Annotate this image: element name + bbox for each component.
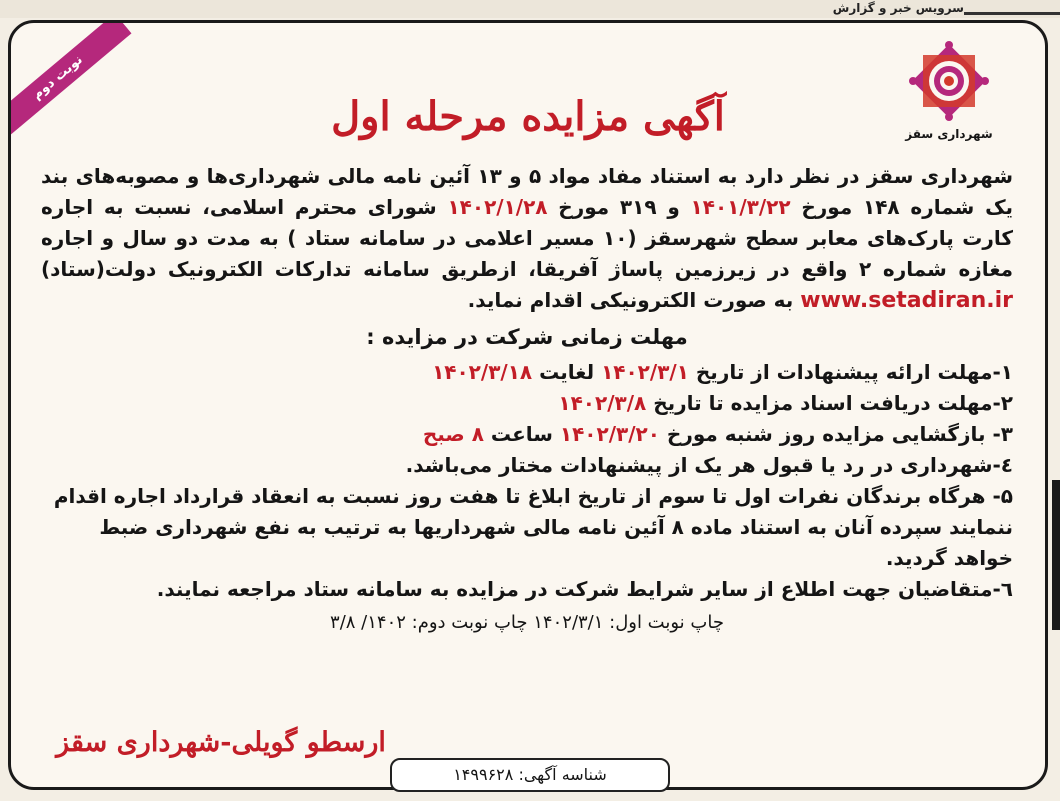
intro-text-2: و ۳۱۹ مورخ [558,195,680,219]
item-3-mid-text: ساعت [490,422,553,446]
deadline-item-5: ۵- هرگاه برندگان نفرات اول تا سوم از تاریخ ابلاغ تا هفت روز نسبت به انعقاد قرارداد اجاره اقدام ننمایند سپرده آنان به استناد ماده ۸ آئین نامه مالی شهرداریها به ترتیب به نفع شهرداری ضبط خواهد گردید. [53,484,1013,570]
website-link[interactable]: www.setadiran.ir [800,288,1013,313]
intro-text-1: شهرداری سقز در نظر دارد به استناد مفاد مواد ۵ و ۱۳ آئین نامه مالی شهرداری‌ها و مصوبه‌های بند یک شماره ۱۴۸ مورخ [41,164,1014,219]
notice-body [41,161,1013,638]
item-1-mid-text: لغایت [539,360,595,384]
intro-text-4: به صورت الکترونیکی اقدام نماید. [467,288,794,312]
resolution-date-2: ۱۴۰۲/۱/۲۸ [447,195,548,219]
item-3-text: ۳- بازگشایی مزایده روز شنبه مورخ [666,422,1013,446]
deadline-item-1 [41,357,1013,388]
item-2-text: ۲-مهلت دریافت اسناد مزایده تا تاریخ [653,391,1013,415]
deadline-item-2 [41,388,1013,419]
round-badge: نوبت دوم [8,20,131,143]
source-label: سرویس خبر و گزارش [832,1,964,15]
ad-id-box: شناسه آگهی: ۱۴۹۹۶۲۸ [390,758,670,792]
top-strip [0,0,1060,18]
print-dates: چاپ نوبت اول: ۱۴۰۲/۳/۱ چاپ نوبت دوم: ۱۴۰۲/ ۳/۸ [330,612,724,633]
deadlines-heading: مهلت زمانی شرکت در مزایده : [366,325,688,349]
top-rule [964,12,1060,15]
item-3-date: ۱۴۰۲/۳/۲۰ [559,422,660,446]
deadline-item-3 [41,419,1013,450]
item-1-text: ۱-مهلت ارائه پیشنهادات از تاریخ [695,360,1013,384]
page-edge [1052,480,1060,630]
item-1-start-date: ۱۴۰۲/۳/۱ [601,360,689,384]
intro-text-3: شورای محترم اسلامی، نسبت به اجاره کارت پارک‌های معابر سطح شهرسقز (۱۰ مسیر اعلامی در سامانه ستاد ) به مدت دو سال و اجاره مغازه شماره ۲ واقع در زیرزمین پاساژ آفریقا، ازطریق سامانه تدارکات الکترونیک دولت(ستاد) [41,195,1013,281]
item-1-end-date: ۱۴۰۲/۳/۱۸ [432,360,533,384]
signature: ارسطو گویلی-شهرداری سقز [56,727,386,758]
logo-caption: شهرداری سقز [905,127,993,141]
notice-frame [8,20,1048,790]
item-2-date: ۱۴۰۲/۳/۸ [558,391,647,415]
intro-paragraph [41,161,1013,316]
item-3-time: ۸ صبح [422,422,484,446]
deadline-item-4: ٤-شهرداری در رد یا قبول هر یک از پیشنهادات مختار می‌باشد. [405,453,1013,477]
notice-title: آگهی مزایده مرحله اول [331,93,725,140]
resolution-date-1: ۱۴۰۱/۳/۲۲ [690,195,791,219]
deadline-item-6: ٦-متقاضیان جهت اطلاع از سایر شرایط شرکت در مزایده به سامانه ستاد مراجعه نمایند. [156,577,1013,601]
